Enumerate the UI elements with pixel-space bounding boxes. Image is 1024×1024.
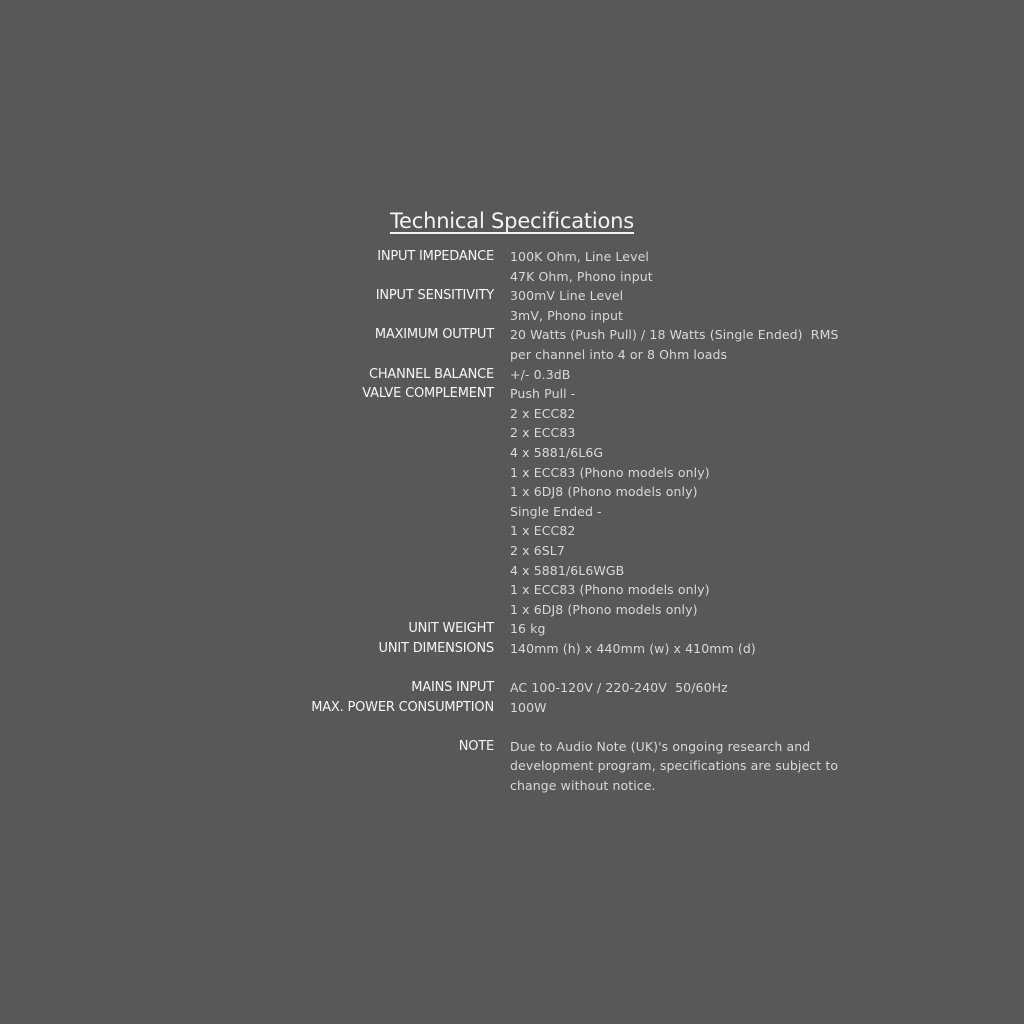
- spec-label: MAXIMUM OUTPUT: [374, 327, 494, 343]
- spec-value: Single Ended -: [510, 503, 602, 519]
- spec-values: [510, 384, 840, 619]
- spec-label: MAINS INPUT: [411, 680, 494, 696]
- spec-value: change without notice.: [510, 778, 656, 794]
- spec-values: [510, 325, 840, 364]
- spec-label: UNIT WEIGHT: [408, 621, 494, 637]
- spec-value: 1 x 6DJ8 (Phono models only): [510, 601, 698, 617]
- spec-value: 4 x 5881/6L6G: [510, 444, 604, 460]
- spec-value: 16 kg: [510, 621, 546, 637]
- spec-row-input-impedance: [0, 247, 1024, 286]
- spec-row-mains-input: [0, 678, 1024, 698]
- spec-row-channel-balance: [0, 365, 1024, 385]
- spec-value: 100W: [510, 699, 547, 715]
- spec-value: 2 x ECC83: [510, 425, 576, 441]
- spec-row-max-power-consumption: [0, 698, 1024, 718]
- spec-values: [510, 286, 840, 325]
- spec-row-input-sensitivity: [0, 286, 1024, 325]
- spec-value: 1 x ECC83 (Phono models only): [510, 464, 710, 480]
- spec-value: AC 100-120V / 220-240V 50/60Hz: [510, 680, 728, 696]
- spec-values: [510, 247, 840, 286]
- spec-value: 1 x 6DJ8 (Phono models only): [510, 484, 698, 500]
- spec-label: INPUT IMPEDANCE: [377, 249, 494, 264]
- spec-value: 100K Ohm, Line Level: [510, 249, 649, 264]
- spec-value: 47K Ohm, Phono input: [510, 268, 653, 284]
- spec-row-valve-complement: [0, 384, 1024, 619]
- spec-row-unit-dimensions: [0, 639, 1024, 659]
- section-spacer: [0, 717, 1024, 737]
- spec-value: +/- 0.3dB: [510, 366, 571, 382]
- spec-row-unit-weight: [0, 619, 1024, 639]
- spec-values: [510, 698, 840, 718]
- spec-value: 2 x ECC82: [510, 405, 576, 421]
- spec-list: [0, 247, 1024, 796]
- spec-row-maximum-output: [0, 325, 1024, 364]
- spec-value: 3mV, Phono input: [510, 307, 624, 323]
- spec-label: UNIT DIMENSIONS: [378, 640, 494, 656]
- spec-label: VALVE COMPLEMENT: [362, 386, 494, 402]
- spec-label: CHANNEL BALANCE: [368, 366, 494, 382]
- spec-value: 140mm (h) x 440mm (w) x 410mm (d): [510, 640, 756, 656]
- spec-values: [510, 737, 840, 796]
- spec-value: 4 x 5881/6L6WGB: [510, 562, 625, 578]
- spec-value: 1 x ECC82: [510, 523, 576, 539]
- spec-value: 1 x ECC83 (Phono models only): [510, 582, 710, 598]
- spec-label: NOTE: [458, 738, 494, 754]
- spec-value: Push Pull -: [510, 386, 576, 402]
- spec-values: [510, 365, 840, 385]
- spec-row-note: [0, 737, 1024, 796]
- spec-values: [510, 639, 840, 659]
- spec-value: development program, specifications are subject to: [510, 758, 839, 774]
- spec-value: Due to Audio Note (UK)'s ongoing research and: [510, 738, 811, 754]
- spec-label: MAX. POWER CONSUMPTION: [311, 699, 494, 715]
- section-spacer: [0, 658, 1024, 678]
- spec-value: 2 x 6SL7: [510, 542, 565, 558]
- spec-value: per channel into 4 or 8 Ohm loads: [510, 346, 728, 362]
- page-title: Technical Specifications: [389, 209, 635, 233]
- spec-values: [510, 678, 840, 698]
- spec-values: [510, 619, 840, 639]
- spec-value: 20 Watts (Push Pull) / 18 Watts (Single Ended) RMS: [510, 327, 839, 343]
- spec-label: INPUT SENSITIVITY: [375, 288, 494, 304]
- spec-value: 300mV Line Level: [510, 288, 624, 304]
